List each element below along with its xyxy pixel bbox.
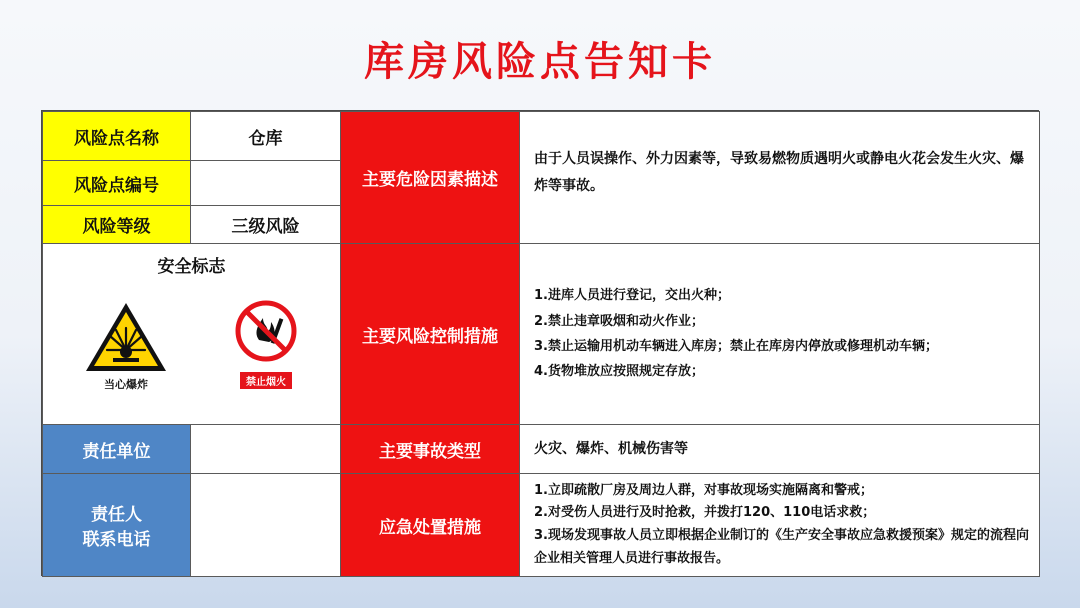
control-label: 主要风险控制措施 [340, 243, 520, 425]
accident-label: 主要事故类型 [340, 424, 520, 474]
control-item: 1.进库人员进行登记，交出火种； [534, 288, 730, 304]
page-title: 库房风险点告知卡 [364, 39, 716, 85]
control-list [519, 243, 1040, 425]
no-fire-sign [235, 300, 297, 389]
accident-text: 火灾、爆炸、机械伤害等 [519, 424, 1040, 474]
risk-name-value: 仓库 [190, 111, 341, 161]
no-fire-icon [235, 300, 297, 362]
emergency-item: 1.立即疏散厂房及周边人群，对事故现场实施隔离和警戒； [534, 482, 873, 498]
risk-code-label: 风险点编号 [42, 160, 191, 206]
risk-name-label: 风险点名称 [42, 111, 191, 161]
control-item: 3.禁止运输用机动车辆进入库房；禁止在库房内停放或修理机动车辆； [534, 339, 938, 354]
emergency-list [519, 473, 1040, 577]
emergency-label: 应急处置措施 [340, 473, 520, 577]
control-item: 2.禁止违章吸烟和动火作业； [534, 313, 704, 329]
control-item: 4.货物堆放应按照规定存放； [534, 364, 704, 380]
safety-signs-panel [42, 243, 341, 425]
explosion-warning-icon [83, 300, 169, 374]
responsible-person-label-line2: 联系电话 [82, 530, 151, 550]
risk-card [41, 110, 1039, 576]
hazard-text: 由于人员误操作、外力因素等，导致易燃物质遇明火或静电火花会发生火灾、爆炸等事故。 [519, 111, 1040, 244]
risk-level-label: 风险等级 [42, 205, 191, 244]
emergency-item: 3.现场发现事故人员立即根据企业制订的《生产安全事故应急救援预案》规定的流程向企业相关管理人员进行事故报告。 [534, 528, 1029, 566]
risk-level-value: 三级风险 [190, 205, 341, 244]
safety-signs-title: 安全标志 [157, 257, 226, 277]
responsible-person-label-line1: 责任人 [91, 505, 142, 525]
explosion-warning-sign [83, 300, 169, 392]
warning-caption: 当心爆炸 [104, 378, 148, 391]
prohibition-caption: 禁止烟火 [240, 372, 292, 389]
emergency-item: 2.对受伤人员进行及时抢救，并拨打120、110电话求救； [534, 505, 876, 521]
responsible-unit-label: 责任单位 [42, 424, 191, 474]
responsible-person-value [190, 473, 341, 577]
hazard-label: 主要危险因素描述 [340, 111, 520, 244]
responsible-unit-value [190, 424, 341, 474]
risk-code-value [190, 160, 341, 206]
responsible-person-label [42, 473, 191, 577]
